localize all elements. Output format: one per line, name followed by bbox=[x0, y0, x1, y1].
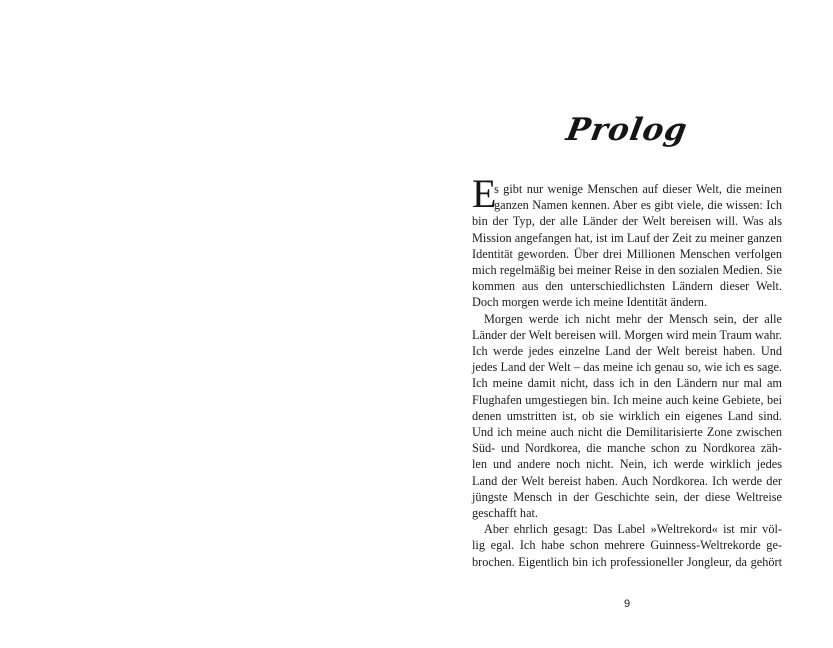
text-line: Mission angefangen hat, ist im Lauf der Zeit zu meiner ganzen bbox=[472, 230, 782, 245]
text-line: Süd- und Nordkorea, die manche schon zu Nordkorea zäh- bbox=[472, 441, 782, 456]
text-line: jüngste Mensch in der Geschichte sein, der diese Weltreise bbox=[472, 489, 782, 504]
page-number: 9 bbox=[623, 598, 631, 610]
text-line: Ich meine damit nicht, dass ich in den Ländern nur mal am bbox=[472, 376, 782, 391]
chapter-title: Prolog bbox=[563, 112, 691, 148]
text-line: Land der Welt bereist haben. Auch Nordkorea. Ich werde der bbox=[472, 473, 782, 488]
text-line: Ich werde jedes einzelne Land der Welt bereist haben. Und bbox=[472, 344, 782, 359]
text-line: Flughafen umgestiegen bin. Ich meine auch keine Gebiete, bei bbox=[472, 392, 782, 407]
text-line: denen umstritten ist, ob sie wirklich ein eigenes Land sind. bbox=[472, 408, 782, 423]
text-line: s gibt nur wenige Menschen auf dieser Welt, die meinen bbox=[494, 182, 782, 196]
text-line: Doch morgen werde ich meine Identität ändern. bbox=[472, 295, 708, 310]
text-line: lig egal. Ich habe schon mehrere Guinness-Weltrekorde ge- bbox=[472, 538, 782, 553]
text-line: kommen aus den unterschiedlichsten Ländern dieser Welt. bbox=[472, 279, 782, 294]
left-page-blank bbox=[0, 0, 416, 648]
text-line: len und andere noch nicht. Nein, ich werde wirklich jedes bbox=[472, 457, 782, 472]
text-line: brochen. Eigentlich bin ich professioneller Jongleur, da gehört bbox=[472, 554, 782, 569]
text-line: bin der Typ, der alle Länder der Welt bereisen will. Was als bbox=[472, 214, 782, 229]
text-line: ganzen Namen kennen. Aber es gibt viele, die wissen: Ich bbox=[494, 198, 782, 213]
text-line: Morgen werde ich nicht mehr der Mensch sein, der alle bbox=[484, 311, 782, 326]
text-line: Identität geworden. Über drei Millionen Menschen verfolgen bbox=[472, 246, 782, 261]
text-line: Und ich meine auch nicht die Demilitarisierte Zone zwischen bbox=[472, 425, 782, 440]
text-line: mich regelmäßig bei meiner Reise in den sozialen Medien. Sie bbox=[472, 263, 782, 278]
text-line: Aber ehrlich gesagt: Das Label »Weltrekord« ist mir völ- bbox=[484, 522, 782, 537]
drop-cap: E bbox=[472, 171, 497, 216]
chapter-body-text bbox=[472, 181, 782, 570]
text-line: Länder der Welt bereisen will. Morgen wird mein Traum wahr. bbox=[472, 327, 782, 342]
text-line: geschafft hat. bbox=[472, 506, 539, 521]
text-line: jedes Land der Welt – das meine ich genau so, wie ich es sage. bbox=[472, 360, 782, 375]
